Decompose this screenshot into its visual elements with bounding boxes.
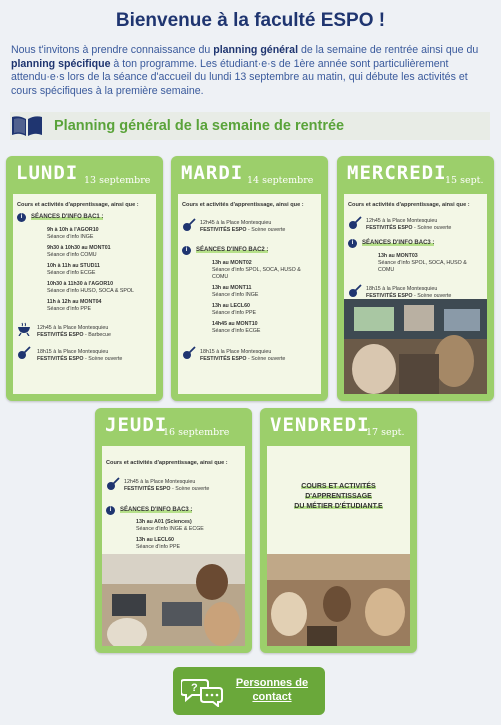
card-day: LUNDI (16, 162, 79, 184)
info-icon: i (182, 246, 191, 255)
event: 12h45 à la Place Montesquieu FESTIVITÉS ESPO - Scène ouverte (124, 479, 210, 492)
card-date: 14 septembre (247, 175, 314, 186)
info-title: SÉANCES D'INFO BAC2 : (196, 247, 269, 253)
card-date: 16 septembre (163, 427, 230, 438)
card-date: 13 septembre (84, 175, 151, 186)
page-title: Bienvenue à la faculté ESPO ! (115, 10, 386, 31)
slot: 10h à 11h au STUD11 Séance d'info ECGE (47, 263, 100, 276)
slot: 10h30 à 11h30 à l'AGOR10 Séance d'info HUSO, SOCA & SPOL (47, 281, 134, 294)
card-day: MARDI (181, 162, 244, 184)
guitar-icon (182, 346, 196, 360)
slot: 13h au LECL60 Séance d'info PPE (212, 303, 257, 316)
card-date: 15 sept. (445, 175, 484, 186)
info-title: SÉANCES D'INFO BAC1 : (31, 214, 104, 220)
book-icon (10, 114, 44, 138)
slot: 13h au A01 (Sciences) Séance d'info INGE & ECGE (136, 519, 204, 532)
contact-button[interactable] (173, 667, 325, 715)
classroom-photo-image (344, 299, 487, 394)
card-heading: Cours et activités d'apprentissage, ainsi que : (106, 460, 228, 466)
card-date: 17 sept. (366, 427, 405, 438)
card-vendredi[interactable] (260, 408, 417, 653)
lecture-photo (267, 554, 410, 646)
card-mercredi[interactable] (337, 156, 494, 401)
guitar-icon (17, 346, 31, 360)
slot: 13h au LECL60 Séance d'info PPE (136, 537, 181, 550)
guitar-icon (348, 284, 362, 298)
slot: 9h à 10h à l'AGOR10 Séance d'info INGE (47, 227, 99, 240)
card-mardi[interactable] (171, 156, 328, 401)
info-icon: i (17, 213, 26, 222)
planning-header (10, 112, 490, 140)
slot: 14h45 au MONT10 Séance d'info ECGE (212, 321, 261, 334)
card-heading: Cours et activités d'apprentissage, ainsi que : (182, 202, 304, 208)
guitar-icon (106, 477, 120, 491)
barbecue-icon (17, 322, 31, 336)
card-day: MERCREDI (347, 162, 447, 184)
info-icon: i (106, 506, 115, 515)
slot: 9h30 à 10h30 au MONT01 Séance d'info COMU (47, 245, 111, 258)
card-lundi[interactable] (6, 156, 163, 401)
info-icon: i (348, 239, 357, 248)
students-photo-image (102, 554, 245, 646)
card-heading: Cours et activités d'apprentissage, ainsi que : (17, 202, 139, 208)
info-title: SÉANCES D'INFO BAC3 : (120, 507, 193, 513)
guitar-icon (182, 218, 196, 232)
contact-label[interactable]: Personnes de contact (235, 677, 309, 703)
guitar-icon (348, 216, 362, 230)
slot: 11h à 12h au MONT04 Séance d'info PPE (47, 299, 102, 312)
event: 12h45 à la Place Montesquieu FESTIVITÉS ESPO - Scène ouverte (366, 218, 452, 231)
card-heading: Cours et activités d'apprentissage, ainsi que : (348, 202, 470, 208)
lecture-photo-image (267, 554, 410, 646)
chat-icon (181, 677, 223, 707)
card-day: JEUDI (105, 414, 168, 436)
event: 18h15 à la Place Montesquieu FESTIVITÉS ESPO - Scène ouverte (37, 349, 123, 362)
students-photo (102, 554, 245, 646)
card-day: VENDREDI (270, 414, 370, 436)
slot: 13h au MONT03 Séance d'info SPOL, SOCA, HUSO & COMU (378, 253, 467, 273)
slot: 13h au MONT11 Séance d'info INGE (212, 285, 259, 298)
slot: 13h au MONT02 Séance d'info SPOL, SOCA, HUSO & COMU (212, 260, 301, 280)
event: 12h45 à la Place Montesquieu FESTIVITÉS ESPO - Scène ouverte (200, 220, 286, 233)
card-jeudi[interactable] (95, 408, 252, 653)
event: 18h15 à la Place Montesquieu FESTIVITÉS ESPO - Scène ouverte (200, 349, 286, 362)
event: 18h15 à la Place Montesquieu FESTIVITÉS ESPO - Scène ouverte (366, 286, 452, 299)
planning-title: Planning général de la semaine de rentrée (54, 118, 345, 134)
info-title: SÉANCES D'INFO BAC3 : (362, 240, 435, 246)
intro-text: Nous t'invitons à prendre connaissance du planning général de la semaine de rentrée ainsi que du planning spécifique à ton programme. Les étudiant·e·s de 1ère année sont particulièrement attendu·e·s lors de la séance d'accueil du lundi 13 septembre au matin, qui débute les activités et cours spécifiques à la première semaine. (11, 44, 479, 97)
svg-text:?: ? (191, 682, 198, 694)
event: 12h45 à la Place Montesquieu FESTIVITÉS ESPO - Barbecue (37, 325, 111, 338)
classroom-photo (344, 299, 487, 394)
vendredi-text: COURS ET ACTIVITÉS D'APPRENTISSAGE DU MÉTIER D'ÉTUDIANT.E (294, 483, 383, 510)
